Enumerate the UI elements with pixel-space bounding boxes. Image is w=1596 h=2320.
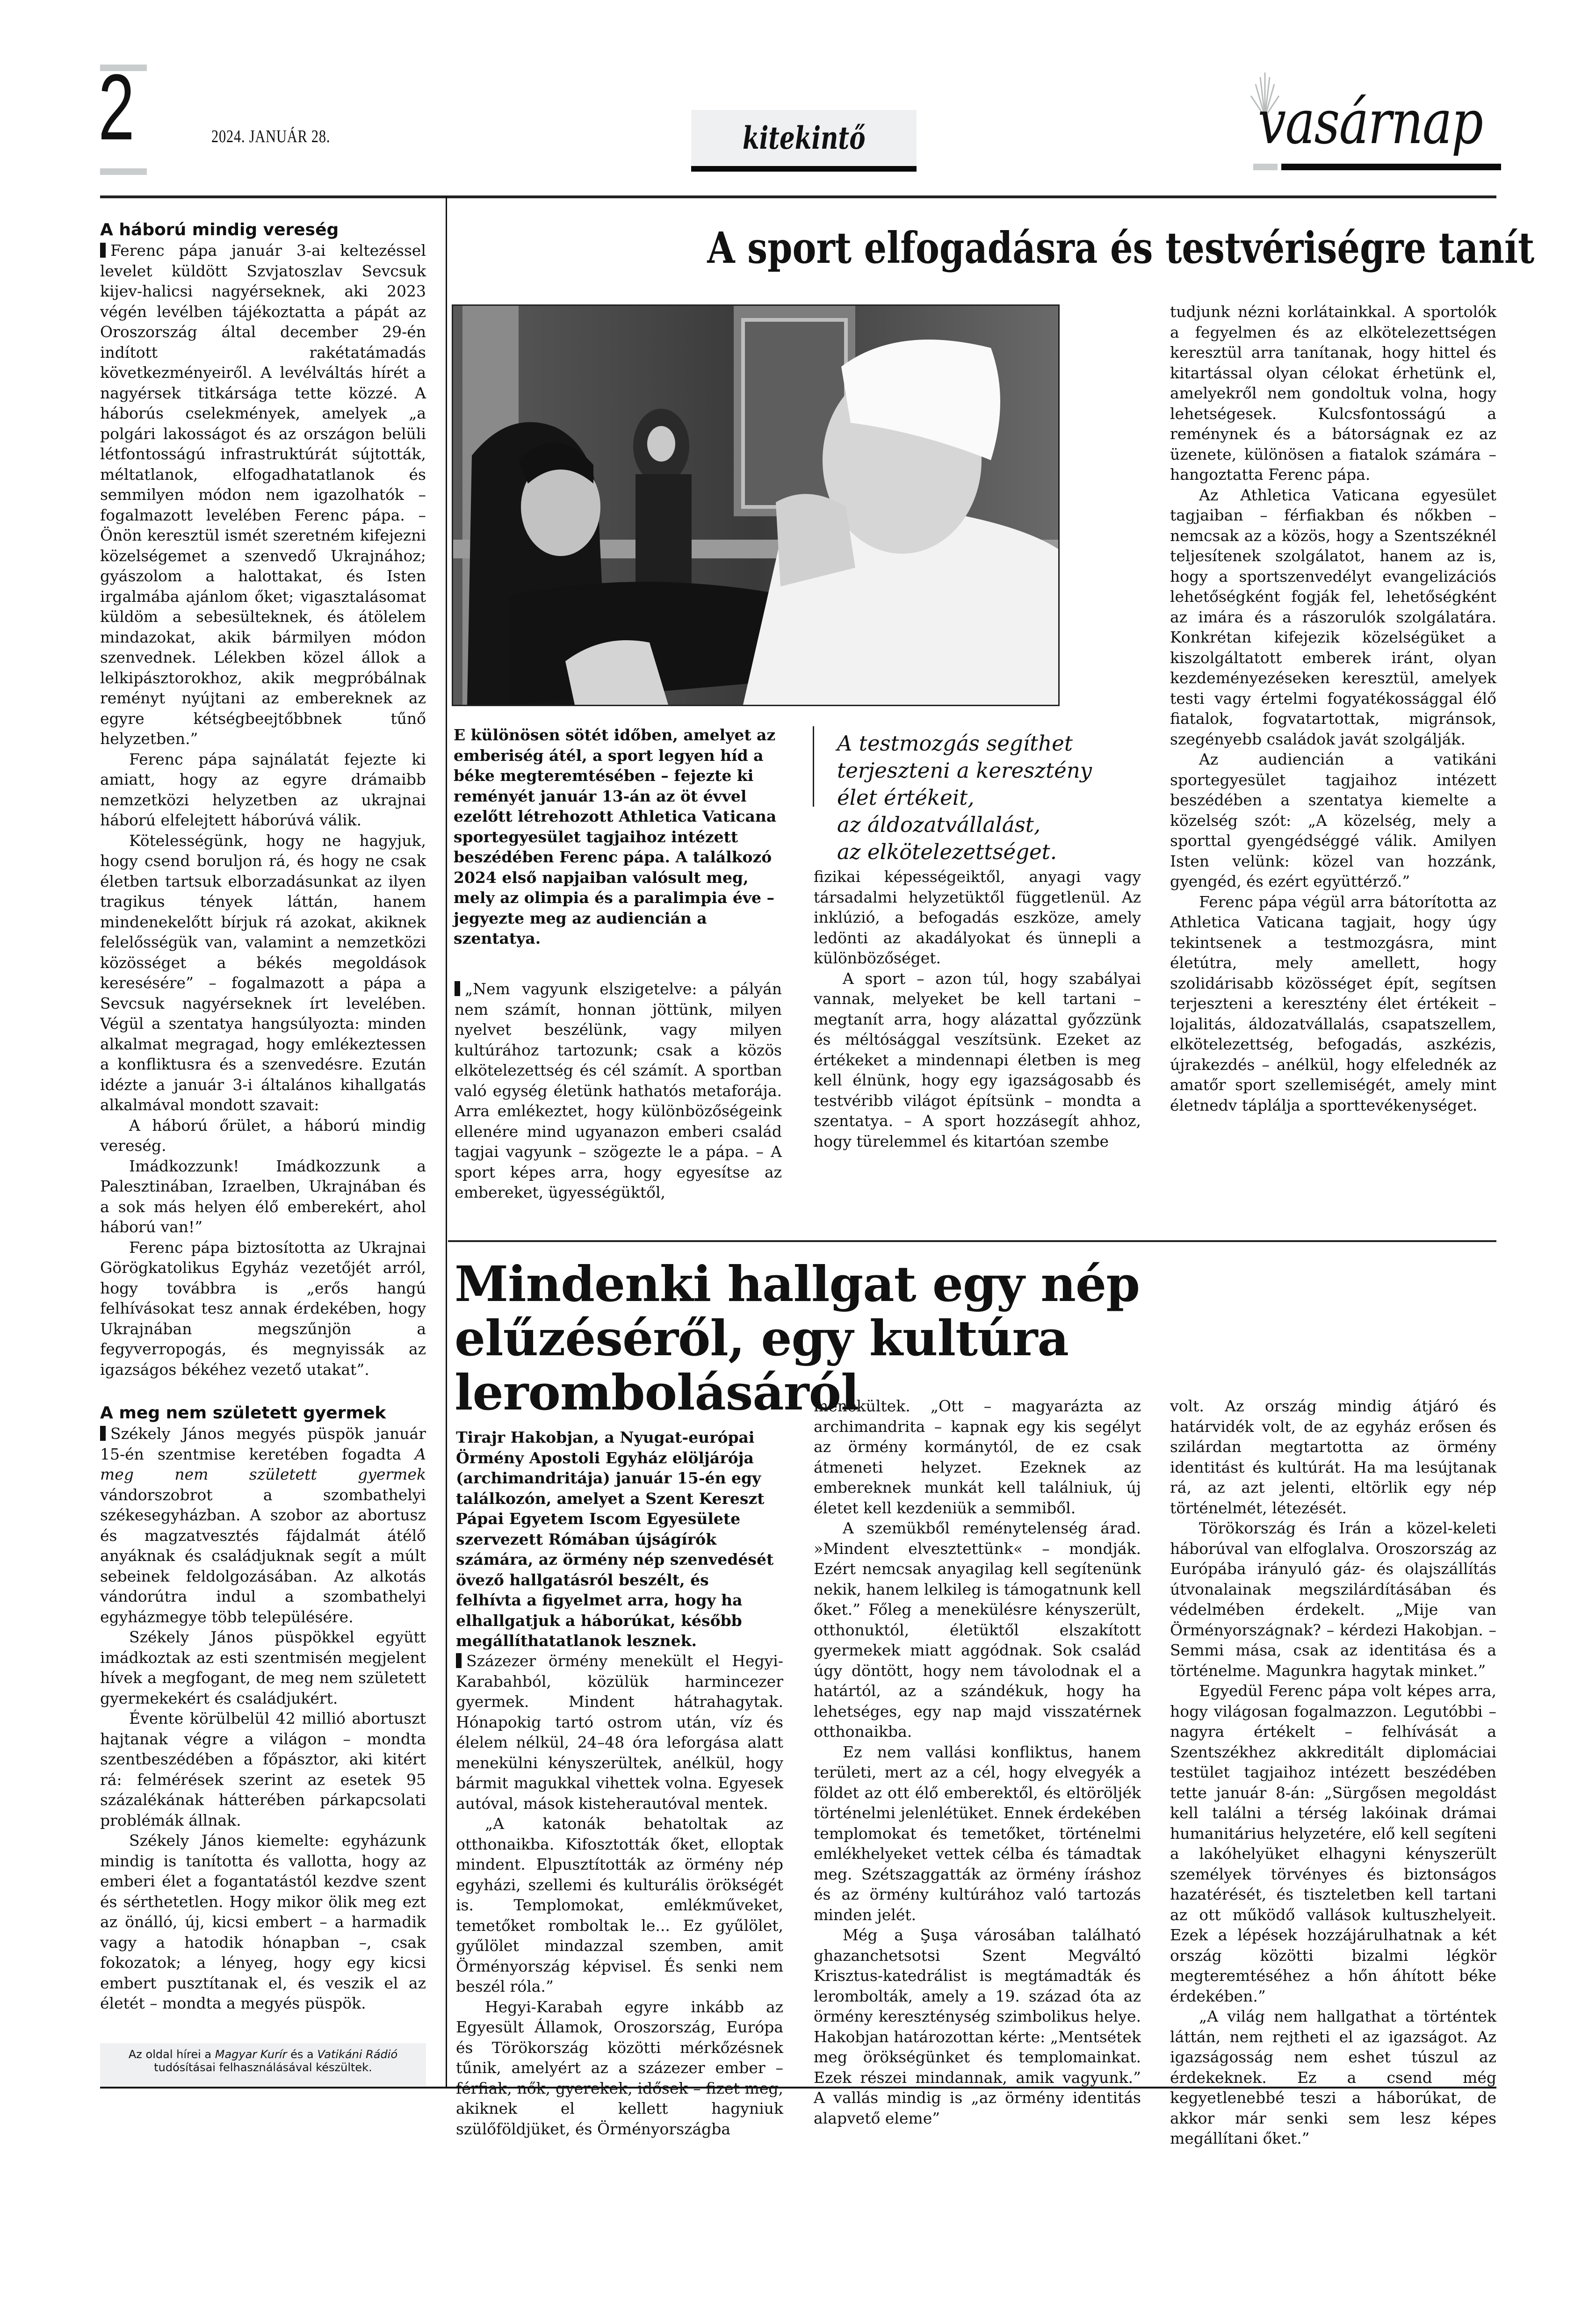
article-divider bbox=[448, 1240, 1496, 1242]
article2-headline: Mindenki hallgat egy nép elűzéséről, egy kultúra lerombolásáról bbox=[455, 1255, 1140, 1421]
page-number: 2 bbox=[98, 55, 135, 159]
paragraph: Ez nem vallási konfliktus, hanem területi, mert az a cél, hogy elvegyék a földet az ott élő emberektől, és eltöröljék történelmi jelenlétüket. Ennek érdekében templomokat és temetőket, történelmi emlékhelyeket vettek célba és támadtak meg. Szétszaggatták az örmény íráshoz és az örmény kultúrához való tartozás minden jelét. bbox=[814, 1742, 1141, 1924]
article2-column-2 bbox=[814, 1396, 1141, 2128]
sidebar-section-title: A háború mindig vereség bbox=[100, 220, 339, 239]
article2-column-1 bbox=[456, 1651, 783, 2139]
header-rule bbox=[100, 195, 1496, 198]
publication-logo bbox=[1244, 70, 1506, 173]
sidebar-column bbox=[100, 220, 426, 2014]
paragraph: Ferenc pápa végül arra bátorította az Athletica Vaticana tagjait, hogy úgy tekintsenek a testmozgásra, mint életútra, mely amellett, hogy szolidárisabb közösséget épít, segítsen terjeszteni a keresztény élet értékeit – lojalitás, áldozatvállalás, csapatszellem, elkötelezettség, befogadás, aszkézis, újrakezdés – anélkül, hogy elfelednék az amatőr sport szellemiségét, amely mint életnedv táplálja a sporttevékenységet. bbox=[1170, 892, 1496, 1114]
paragraph: menekültek. „Ott – magyarázta az archimandrita – kapnak egy kis segélyt az örmény kormánytól, de ez csak átmeneti helyzet. Ezeknek az embereknek munkát kell találniuk, új életet kell kezdeniük a semmiből. bbox=[814, 1397, 1141, 1517]
paragraph: „A katonák behatoltak az otthonaikba. Kifosztották őket, elloptak mindent. Elpusztították az örmény nép egyházi, szellemi és kulturális örökségét is. Templomokat, emlékműveket, temetőket romboltak le... Ez gyűlölet, gyűlölet mindazzal szemben, amit Örményország képvisel. És senki nem beszél róla.” bbox=[456, 1814, 783, 1995]
paragraph: Százezer örmény menekült el Hegyi-Karabahból, közülük harmincezer gyermek. Mindent hátrahagytak. Hónapokig tartó ostrom után, víz és élelem nélkül, 24–48 óra leforgása alatt menekülni kényszerültek, anélkül, hogy bármit magukkal vihettek volna. Egyesek autóval, mások kisteherautóval mentek. bbox=[456, 1652, 783, 1813]
paragraph: Az Athletica Vaticana egyesület tagjaiban – férfiakban és nőkben – nemcsak az a közös, hogy a Szentszéknél teljesítenek szolgálatot, hanem az is, hogy a sportszenvedélyt evangelizációs lehetőségként fogják fel, lehetőségként az imára és a rászorulók szolgálatára. Konkrétan kifejezik közelségüket a kiszolgáltatott emberek iránt, olyan kezdeményezéseken keresztül, amelyek testi vagy értelmi fogyatékossággal élő fiatalok, fogvatartottak, migránsok, szegényebb családok javát szolgálják. bbox=[1170, 485, 1496, 748]
issue-date: 2024. JANUÁR 28. bbox=[211, 127, 331, 146]
paragraph: Imádkozzunk! Imádkozzunk a Palesztinában, Izraelben, Ukrajnában és a sok más helyen élő emberekért, ahol háború van!” bbox=[100, 1156, 426, 1236]
article2-lead: Tirajr Hakobjan, a Nyugat-európai Örmény Apostoli Egyház elöljárója (archimandritája) január 15-én egy találkozón, amelyet a Szent Kereszt Pápai Egyetem Iscom Egyesülete szervezett Rómában újságírók számára, az örmény nép szenvedését övező hallgatásról beszélt, és felhívta a figyelmet arra, hogy ha elhallgatjuk a háborúkat, később megállíthatatlanok lesznek. bbox=[456, 1428, 774, 1650]
paragraph-marker-icon bbox=[455, 981, 460, 996]
paragraph: „A világ nem hallgathat a történtek láttán, nem rejtheti el az igazságot. Az igazságosság nem eshet túszul az érdekeknek. Ez a csend még kegyetlenebbé teszi a háborúkat, de akkor már senki sem lesz képes megállítani őket.” bbox=[1170, 2007, 1496, 2147]
paragraph: Egyedül Ferenc pápa volt képes arra, hogy világosan fogalmazzon. Legutóbbi – nagyra értékelt – felhívását a Szentszékhez akkreditált diplomáciai testület tagjaihoz intézett beszédében tette január 8-án: „Sürgősen megoldást kell találni a térség lakóinak drámai humanitárius helyzetére, elő kell segíteni a lakóhelyüket elhagyni kényszerült személyek törvényes és biztonságos hazatérését, és tiszteletben kell tartani az ott működő vallások kultuszhelyeit. Ezek a lépések hozzájárulhatnak a két ország közötti bizalmi légkör megteremtéséhez a hőn áhított béke érdekében.” bbox=[1170, 1682, 1496, 2005]
paragraph: Székely János püspökkel együtt imádkoztak az esti szentmisén megjelent hívek a megfogant, de meg nem született gyermekekért és családjukért. bbox=[100, 1628, 426, 1707]
paragraph: volt. Az ország mindig átjáró és határvidék volt, de az egyház erősen és szilárdan megtartotta az örmény identitást és kultúrát. Ha ma lesújtanak rá, az azt jelenti, eltörlik egy nép történelmét, létezését. bbox=[1170, 1397, 1496, 1517]
sidebar-section-title: A meg nem született gyermek bbox=[100, 1403, 386, 1423]
paragraph: Hegyi-Karabah egyre inkább az Egyesült Államok, Oroszország, Európa és Törökország közötti mérkőzésnek tűnik, amelyért az a százezer ember – férfiak, nők, gyerekek, idősek – fizet meg, akiknek el kellett hagyniuk szülőföldjüket, és Örményországba bbox=[456, 1997, 783, 2138]
paragraph: A háború őrület, a háború mindig vereség. bbox=[100, 1116, 426, 1155]
paragraph-marker-icon bbox=[456, 1653, 462, 1668]
article1-column-1 bbox=[455, 979, 782, 1203]
paragraph: Székely János kiemelte: egyházunk mindig is tanította és vallotta, hogy az emberi élet a fogantatástól kezdve szent és sérthetetlen. Hogy mikor ölik meg ezt az önálló, új, kicsi embert – a harmadik vagy a hatodik hónapban –, csak fokozatok; a lényeg, hogy egy kicsi embert pusztítanak el, és veszik el az életét – mondta a megyés püspök. bbox=[100, 1831, 426, 2012]
statue-title: A meg nem született gyermek bbox=[100, 1445, 426, 1483]
pull-quote-rule bbox=[813, 726, 814, 807]
paragraph: Ferenc pápa január 3-ai keltezéssel levelet küldött Szvjatoszlav Sevcsuk kijev-halicsi nagyérseknek, aki 2023 végén levélben tájékoztatta a pápát az Oroszország által december 29-én indított rakétatámadás következményeiről. A levélváltás hírét a nagyérsek titkársága tette közzé. A háborús cselekmények, amelyek „a polgári lakosságot és az országon belüli létfontosságú infrastruktúrát sújtották, méltatlanok, elfogadhatatlanok és semmilyen módon nem igazolhatók – fogalmazott levelében Ferenc pápa. – Önön keresztül ismét szeretném kifejezni közelségemet a szenvedő Ukrajnához; gyászolom a halottakat, és Isten irgalmába ajánlom őket; vigasztalásomat küldöm a sebesülteknek, és átölelem mindazokat, akik bármilyen módon szenvednek. Lélekben közel állok a lelkipásztorokhoz, akik megpróbálnak reményt nyújtani az embereknek az egyre kétségbeejtőbbnek tűnő helyzetben.” bbox=[100, 241, 426, 748]
paragraph: A sport – azon túl, hogy szabályai vannak, melyeket be kell tartani – megtanít arra, hogy alázattal győzzünk és méltósággal veszítsünk. Ezeket az értékeket a mindennapi életben is meg kell élnünk, hogy egy igazságosabb és testvéribb világot építsünk – mondta a szentatya. – A sport hozzásegít ahhoz, hogy türelemmel és kitartóan szembe bbox=[814, 969, 1141, 1150]
paragraph-marker-icon bbox=[100, 1426, 106, 1441]
article1-lead: E különösen sötét időben, amelyet az emberiség átél, a sport legyen híd a béke megteremtésében – fejezte ki reményét január 13-án az öt évvel ezelőtt létrehozott Athletica Vaticana sportegyesület tagjaihoz intézett beszédében Ferenc pápa. A találkozó 2024 első napjaiban valósult meg, mely az olimpia és a paralimpia éve – jegyezte meg az audiencián a szentatya. bbox=[454, 726, 777, 947]
paragraph: Ferenc pápa biztosította az Ukrajnai Görögkatolikus Egyház vezetőjét arról, hogy továbbra is „erős hangú felhívásokat tesz annak érdekében, hogy Ukrajnában megszűnjön a fegyverropogás, és megnyissák az igazságos békéhez vezető utakat”. bbox=[100, 1238, 426, 1379]
paragraph-marker-icon bbox=[100, 243, 106, 258]
paragraph: Törökország és Irán a közel-keleti háborúval van elfoglalva. Oroszország az Európába irányuló gáz- és olajszállítás útvonalainak megszilárdításában és védelmében érdekelt. „Mije van Örményországnak? – kérdezi Hakobjan. – Semmi mása, csak az identitása és a történelme. Magunkra hagytak minket.” bbox=[1170, 1519, 1496, 1680]
paragraph: Évente körülbelül 42 millió abortuszt hajtanak végre a világon – mondta szentbeszédében a főpásztor, aki kitért rá: felmérések szerint az esetek 95 százalékának hátterében párkapcsolati problémák állnak. bbox=[100, 1709, 426, 1829]
paragraph: Az audiencián a vatikáni sportegyesület tagjaihoz intézett beszédében a szentatya kiemelte a közelség szót: „A közelség, mely a sporttal gyengédséggé válik. Amilyen Isten velünk: közel van hozzánk, gyengéd, és ezért együttérző.” bbox=[1170, 750, 1496, 890]
photo-pope-with-girl bbox=[453, 306, 1058, 705]
paragraph: Ferenc pápa sajnálatát fejezte ki amiatt, hogy az egyre drámaibb nemzetközi helyzetben az ukrajnai háború elfelejtett háborúvá válik. bbox=[100, 750, 426, 829]
sidebar-divider bbox=[446, 196, 447, 2089]
article1-column-2 bbox=[814, 867, 1141, 1151]
paragraph: fizikai képességeiktől, anyagi vagy társadalmi helyzetüktől függetlenül. Az inklúzió, a befogadás eszköze, amely ledönti az akadályokat és ünnepli a különbözőséget. bbox=[814, 867, 1141, 967]
paragraph: Még a Şuşa városában található ghazanchetsotsi Szent Megváltó Krisztus-katedrálist is megtámadták és lerombolták, amely a 19. század óta az örmény kereszténység szimbolikus helye. Hakobjan határozottan kérte: „Mentsétek meg örökségünket és templomainkat. Ezek részei mindannak, amik vagyunk.” A vallás mindig is „az örmény identitás alapvető eleme” bbox=[814, 1926, 1141, 2127]
article2-column-3 bbox=[1170, 1396, 1496, 2149]
paragraph: tudjunk nézni korlátainkkal. A sportolók a fegyelmen és az elkötelezettségen keresztül arra tanítanak, hogy hittel és kitartással olyan célokat érhetünk el, amelyekről nem gondoltuk volna, hogy lehetségesek. Kulcsfontosságú a reménynek és a bátorságnak ez az üzenete, különösen a fiatalok számára – hangoztatta Ferenc pápa. bbox=[1170, 303, 1496, 484]
article1-headline: A sport elfogadásra és testvériségre tanít bbox=[707, 223, 1535, 273]
source-credit: Az oldal hírei a Magyar Kurír és a Vatikáni Rádió tudósításai felhasználásával készültek. bbox=[100, 2043, 426, 2086]
page-number-bar-bottom bbox=[100, 168, 147, 175]
article1-column-3 bbox=[1170, 302, 1496, 1115]
logo-text: vasárnap bbox=[1258, 87, 1483, 158]
article1-pull-quote: A testmozgás segíthet terjeszteni a keresztény élet értékeit, az áldozatvállalást, az elkötelezettséget. bbox=[813, 726, 1131, 807]
paragraph: Székely János megyés püspök január 15-én szentmise keretében fogadta A meg nem született gyermek vándorszobrot a szombathelyi székesegyházban. A szobor az abortusz és magzatvesztés fájdalmát átélő anyáknak és családjuknak segít a múlt sebeinek feldolgozásában. Az alkotás vándorútra indul a szombathelyi egyházmegye több településére. bbox=[100, 1424, 426, 1626]
section-label-box bbox=[691, 110, 917, 172]
section-label: kitekintő bbox=[742, 120, 866, 156]
paragraph: Kötelességünk, hogy ne hagyjuk, hogy csend boruljon rá, és hogy ne csak életben tartsuk elborzadásunkat az ilyen tragikus tények láttán, hanem mindenekelőtt bírjuk rá azokat, akiknek felelősségük van, valamint a nemzetközi közösséget a békés megoldások keresésére” – fogalmazott a pápa a Sevcsuk nagyérseknek írt levelében. Végül a szentatya hangsúlyozta: minden alkalmat megragad, hogy emlékeztessen a konfliktusra és a szenvedésre. Ezután idézte a január 3-i általános kihallgatás alkalmával mondott szavait: bbox=[100, 831, 426, 1114]
article1-photo bbox=[452, 304, 1060, 706]
logo-bar bbox=[1281, 164, 1501, 170]
logo-bar-grey bbox=[1253, 164, 1278, 170]
paragraph: „Nem vagyunk elszigetelve: a pályán nem számít, honnan jöttünk, milyen nyelvet beszélünk, vagy milyen kultúrához tartozunk; csak a közös elkötelezettség és cél számít. A sportban való egység életünk hathatós metaforája. Arra emlékeztet, hogy különbözőségeink ellenére mind ugyanazon emberi család tagjai vagyunk – szögezte le a pápa. – A sport képes arra, hogy egyesítse az embereket, ügyességüktől, bbox=[455, 980, 782, 1201]
paragraph: A szemükből reménytelenség árad. »Mindent elvesztettünk« – mondják. Ezért nemcsak anyagilag kell segítenünk nekik, hanem lelkileg is támogatnunk kell őket.” Főleg a menekülésre kényszerült, otthonuktól, életüktől elszakított gyermekek miatt aggódnak. Sok család úgy döntött, hogy nem távolodnak el a határtól, az a szándékuk, hogy ha lehetséges, egy nap majd visszatérnek otthonaikba. bbox=[814, 1519, 1141, 1741]
